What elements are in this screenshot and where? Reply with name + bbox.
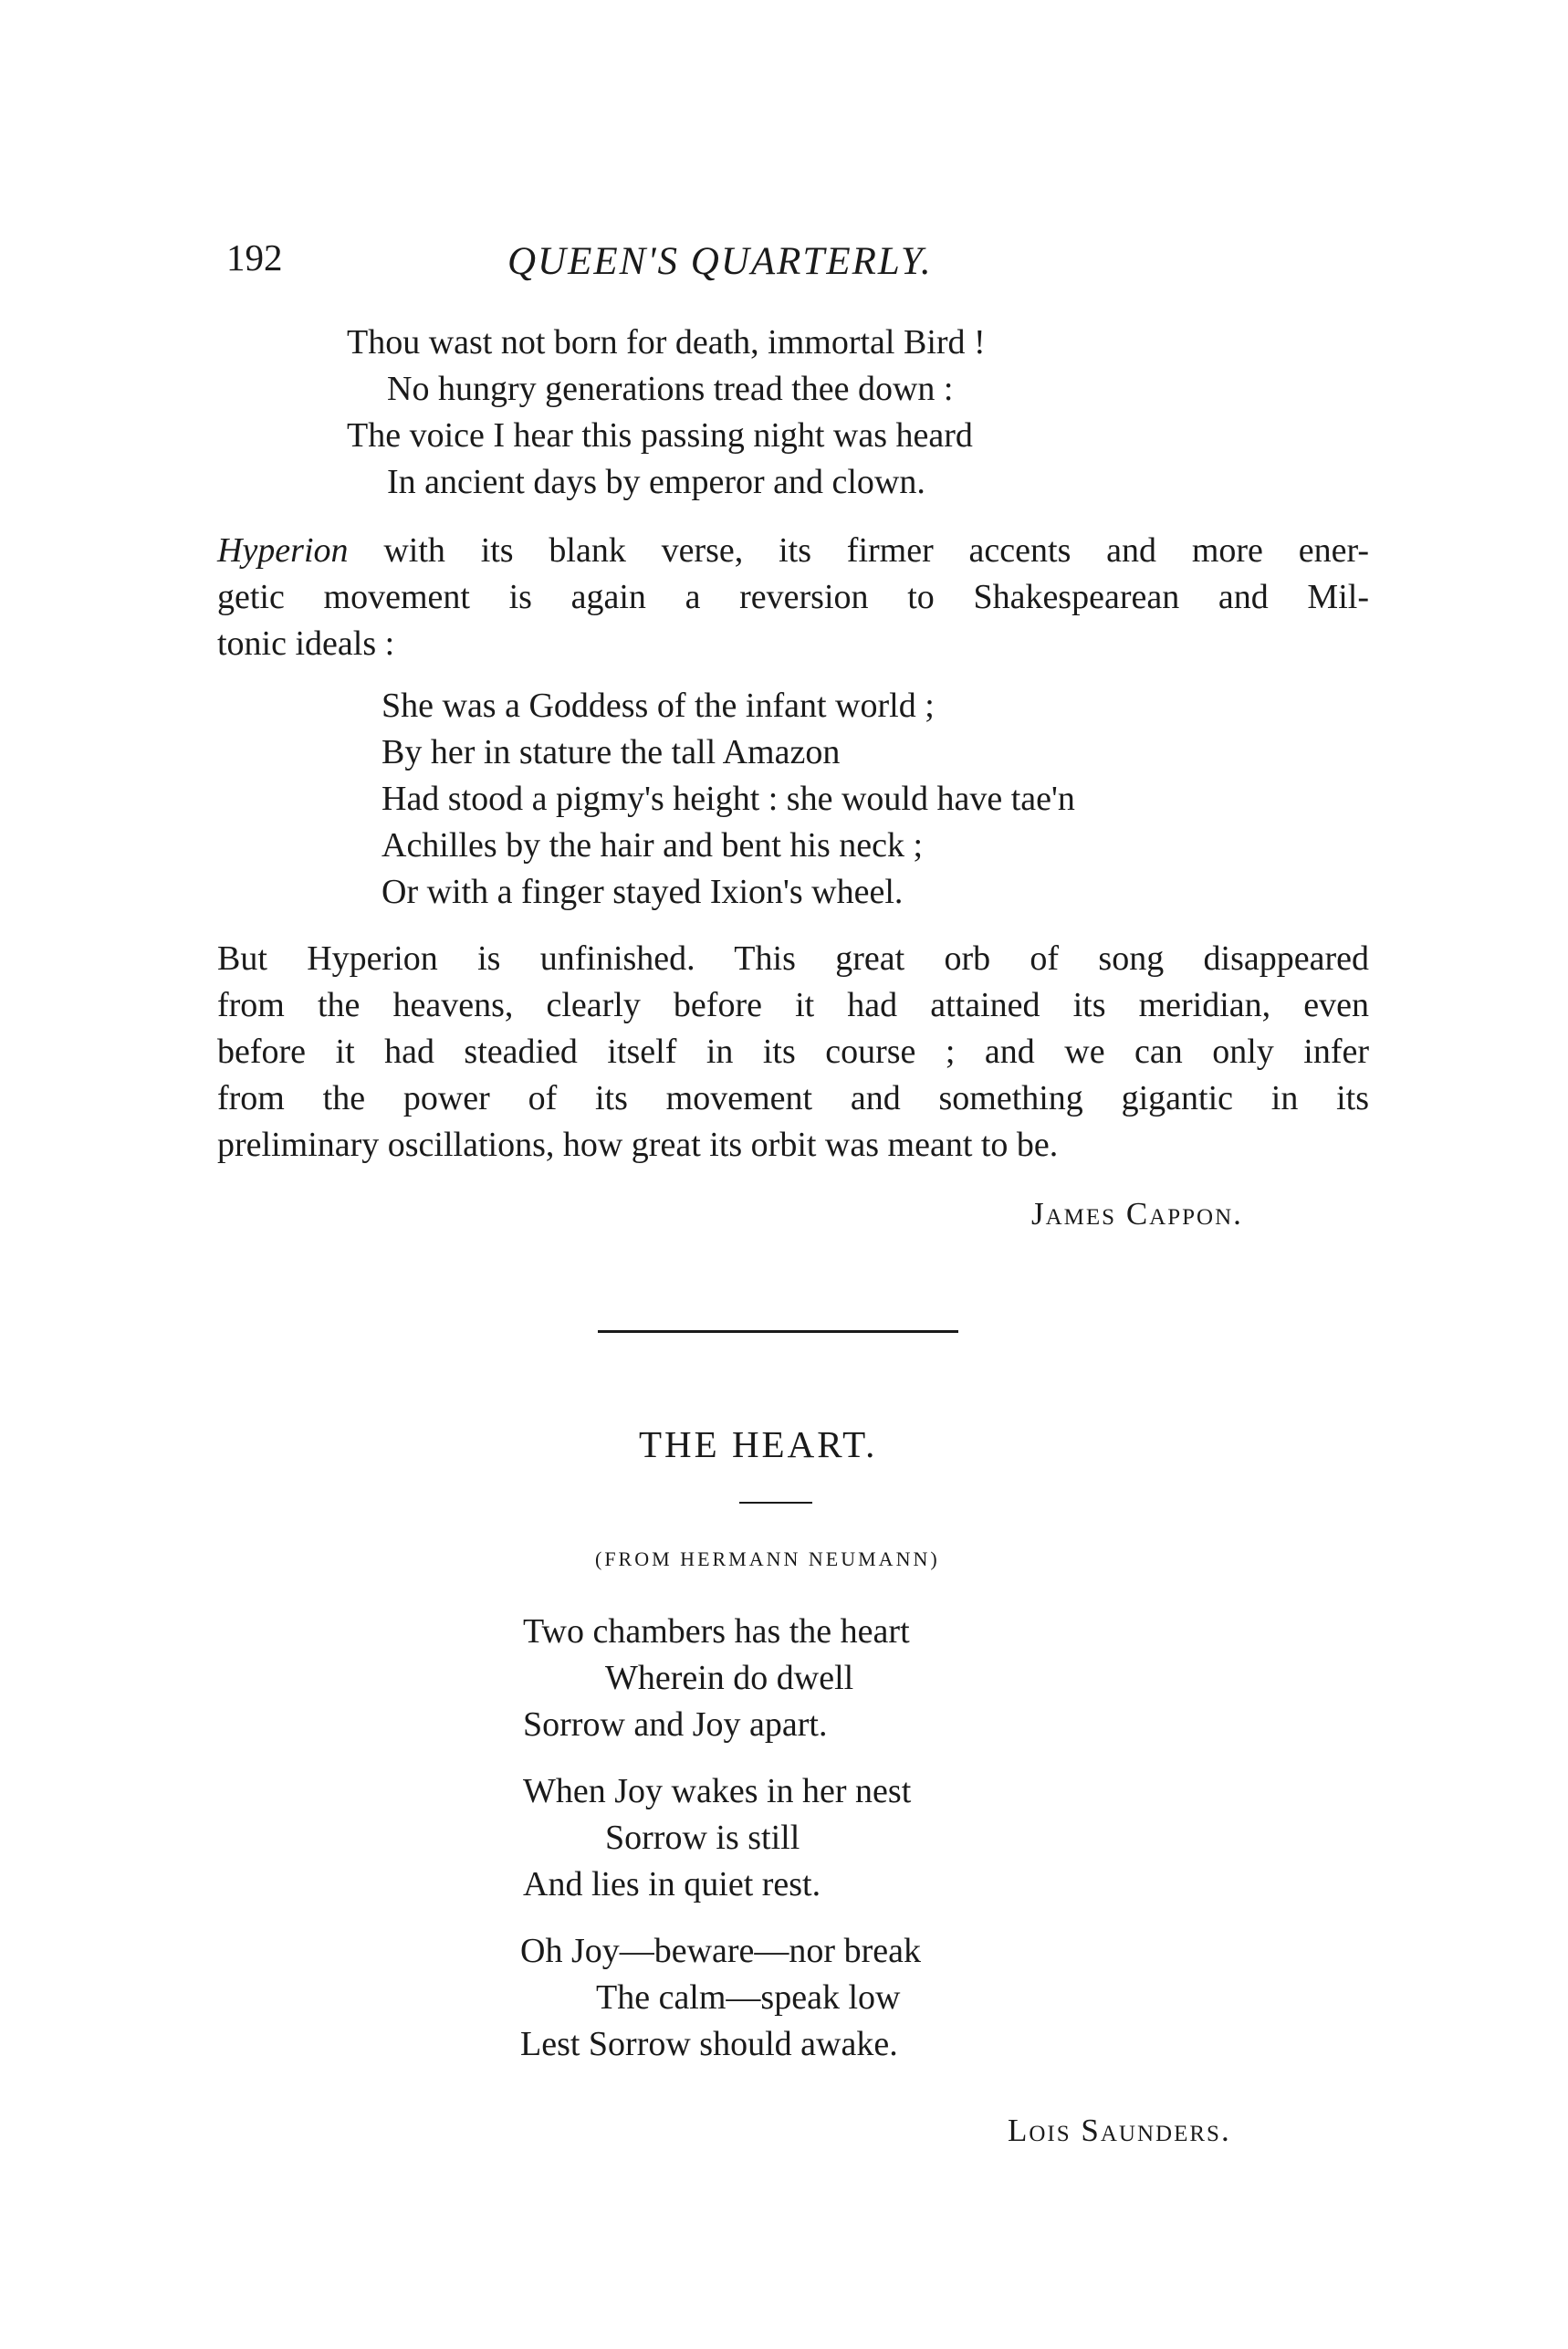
paragraph-hyperion-unfinished [217,936,1369,1169]
prose-line: Hyperion with its blank verse, its firmer accents and more ener- [217,531,1369,570]
quoted-stanza-nightingale [347,320,986,506]
verse-line: Achilles by the hair and bent his neck ; [382,826,924,865]
poem-title: THE HEART. [639,1423,878,1465]
verse-line: When Joy wakes in her nest [523,1772,912,1810]
poem-author: Lois Saunders. [1008,2113,1231,2148]
verse-line: By her in stature the tall Amazon [382,733,841,771]
verse-line: The calm—speak low [596,1978,901,2017]
poem-stanza-3 [520,1928,921,2068]
verse-line: Thou wast not born for death, immortal Bird ! [347,323,986,362]
running-head: QUEEN'S QUARTERLY. [507,240,933,283]
prose-line: preliminary oscillations, how great its orbit was meant to be. [217,1126,1059,1164]
verse-line: Wherein do dwell [605,1659,854,1697]
section-divider [598,1330,958,1333]
verse-line: Sorrow and Joy apart. [523,1705,828,1744]
verse-line: Two chambers has the heart [523,1612,910,1651]
prose-line: from the heavens, clearly before it had attained its meridian, even [217,986,1369,1024]
verse-line: No hungry generations tread thee down : [387,370,954,408]
page-number: 192 [226,236,283,278]
verse-line: Lest Sorrow should awake. [520,2025,898,2063]
verse-line: The voice I hear this passing night was heard [347,416,973,455]
verse-line: In ancient days by emperor and clown. [387,463,925,501]
verse-line: And lies in quiet rest. [523,1865,821,1903]
prose-line: from the power of its movement and something gigantic in its [217,1079,1369,1117]
prose-line: before it had steadied itself in its course ; and we can only infer [217,1033,1369,1071]
quoted-stanza-hyperion [382,683,1075,916]
title-hyperion: Hyperion [217,531,349,570]
verse-line: She was a Goddess of the infant world ; [382,687,935,725]
signature-james-cappon: James Cappon. [1031,1196,1243,1232]
verse-line: Oh Joy—beware—nor break [520,1932,921,1970]
paragraph-hyperion-intro [217,528,1369,667]
title-rule [739,1502,812,1504]
poem-stanza-2 [523,1768,911,1908]
verse-line: Or with a finger stayed Ixion's wheel. [382,873,904,911]
prose-line: getic movement is again a reversion to Shakespearean and Mil- [217,578,1369,616]
prose-line: But Hyperion is unfinished. This great orb of song disappeared [217,939,1369,978]
verse-line: Sorrow is still [605,1819,800,1857]
poem-stanza-1 [523,1609,910,1748]
prose-line: tonic ideals : [217,624,395,663]
verse-line: Had stood a pigmy's height : she would have tae'n [382,780,1075,818]
poem-attribution: (FROM HERMANN NEUMANN) [595,1547,940,1570]
